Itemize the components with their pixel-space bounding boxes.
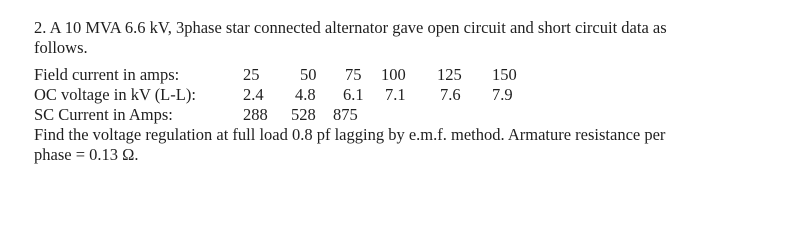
- oc-voltage-value: 4.8: [295, 85, 316, 104]
- question-line-1: Find the voltage regulation at full load 0.8 pf lagging by e.m.f. method. Armature resistance per: [34, 125, 666, 144]
- sc-current-value: 288: [243, 105, 268, 124]
- oc-voltage-label: OC voltage in kV (L-L):: [34, 85, 196, 104]
- oc-voltage-value: 6.1: [343, 85, 364, 104]
- sc-current-label: SC Current in Amps:: [34, 105, 173, 124]
- field-current-label: Field current in amps:: [34, 65, 180, 84]
- oc-voltage-value: 2.4: [243, 85, 264, 104]
- intro-line-2: follows.: [34, 38, 88, 57]
- field-current-value: 75: [345, 65, 362, 84]
- oc-voltage-value: 7.6: [440, 85, 461, 104]
- sc-current-value: 528: [291, 105, 316, 124]
- field-current-value: 25: [243, 65, 260, 84]
- field-current-value: 100: [381, 65, 406, 84]
- oc-voltage-value: 7.9: [492, 85, 513, 104]
- field-current-value: 150: [492, 65, 517, 84]
- field-current-value: 50: [300, 65, 317, 84]
- intro-line-1: 2. A 10 MVA 6.6 kV, 3phase star connected alternator gave open circuit and short circuit data as: [34, 18, 667, 37]
- field-current-value: 125: [437, 65, 462, 84]
- oc-voltage-value: 7.1: [385, 85, 406, 104]
- question-line-2: phase = 0.13 Ω.: [34, 145, 139, 164]
- sc-current-value: 875: [333, 105, 358, 124]
